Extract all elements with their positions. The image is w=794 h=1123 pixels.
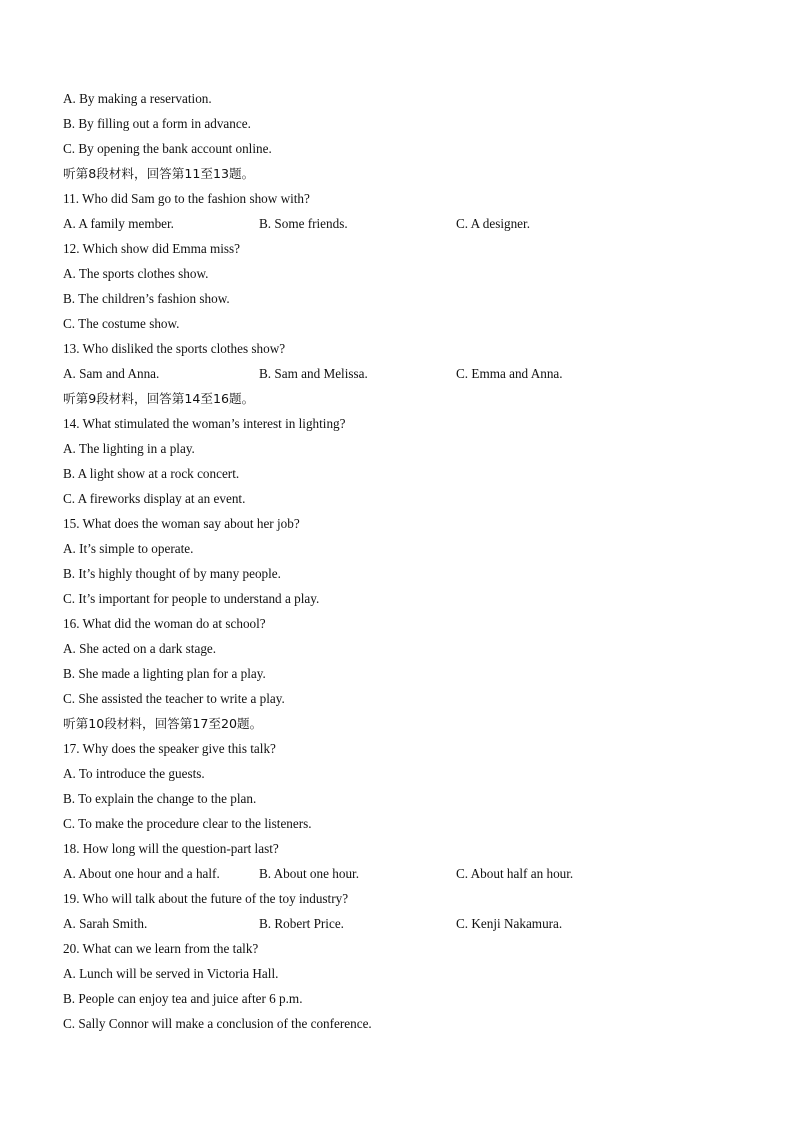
q13-option-c: C. Emma and Anna. [456, 366, 563, 381]
q10-option-b: B. By filling out a form in advance. [63, 116, 251, 131]
q12-stem: 12. Which show did Emma miss? [63, 241, 241, 256]
q20-option-c: C. Sally Connor will make a conclusion of the conference. [63, 1016, 372, 1031]
q20-option-b: B. People can enjoy tea and juice after 6 p.m. [63, 991, 303, 1006]
q14-option-b: B. A light show at a rock concert. [63, 466, 240, 481]
q16-stem: 16. What did the woman do at school? [63, 616, 266, 631]
q11-stem: 11. Who did Sam go to the fashion show with? [63, 191, 310, 206]
q17-option-b: B. To explain the change to the plan. [63, 791, 257, 806]
q18-option-b: B. About one hour. [259, 866, 360, 881]
q19-option-c: C. Kenji Nakamura. [456, 916, 563, 931]
q11-option-b: B. Some friends. [259, 216, 348, 231]
section-8-heading: 听第8段材料，回答第11至13题。 [63, 166, 255, 181]
section-10-heading: 听第10段材料，回答第17至20题。 [63, 716, 263, 731]
q19-stem: 19. Who will talk about the future of the toy industry? [63, 891, 349, 906]
q20-option-a: A. Lunch will be served in Victoria Hall. [63, 966, 279, 981]
q19-option-b: B. Robert Price. [259, 916, 344, 931]
q13-option-a: A. Sam and Anna. [63, 366, 160, 381]
q15-option-c: C. It’s important for people to understand a play. [63, 591, 320, 606]
q19-options [63, 911, 743, 936]
q18-option-a: A. About one hour and a half. [63, 866, 220, 881]
q12-option-b: B. The children’s fashion show. [63, 291, 230, 306]
q12-option-a: A. The sports clothes show. [63, 266, 209, 281]
q13-options [63, 361, 743, 386]
q18-option-c: C. About half an hour. [456, 866, 574, 881]
q18-options [63, 861, 743, 886]
q15-option-b: B. It’s highly thought of by many people. [63, 566, 281, 581]
q11-options [63, 211, 743, 236]
q11-option-a: A. A family member. [63, 216, 174, 231]
exam-page [63, 86, 743, 1036]
q17-option-a: A. To introduce the guests. [63, 766, 205, 781]
q19-option-a: A. Sarah Smith. [63, 916, 148, 931]
q17-option-c: C. To make the procedure clear to the listeners. [63, 816, 312, 831]
q17-stem: 17. Why does the speaker give this talk? [63, 741, 276, 756]
q16-option-a: A. She acted on a dark stage. [63, 641, 217, 656]
q14-option-c: C. A fireworks display at an event. [63, 491, 246, 506]
q16-option-c: C. She assisted the teacher to write a play. [63, 691, 285, 706]
q16-option-b: B. She made a lighting plan for a play. [63, 666, 266, 681]
q14-option-a: A. The lighting in a play. [63, 441, 195, 456]
q14-stem: 14. What stimulated the woman’s interest in lighting? [63, 416, 346, 431]
q15-option-a: A. It’s simple to operate. [63, 541, 194, 556]
q13-option-b: B. Sam and Melissa. [259, 366, 368, 381]
section-9-heading: 听第9段材料，回答第14至16题。 [63, 391, 255, 406]
q20-stem: 20. What can we learn from the talk? [63, 941, 259, 956]
q18-stem: 18. How long will the question-part last? [63, 841, 279, 856]
q11-option-c: C. A designer. [456, 216, 530, 231]
q15-stem: 15. What does the woman say about her job? [63, 516, 300, 531]
q12-option-c: C. The costume show. [63, 316, 180, 331]
q13-stem: 13. Who disliked the sports clothes show? [63, 341, 286, 356]
q10-option-c: C. By opening the bank account online. [63, 141, 272, 156]
q10-option-a: A. By making a reservation. [63, 91, 212, 106]
